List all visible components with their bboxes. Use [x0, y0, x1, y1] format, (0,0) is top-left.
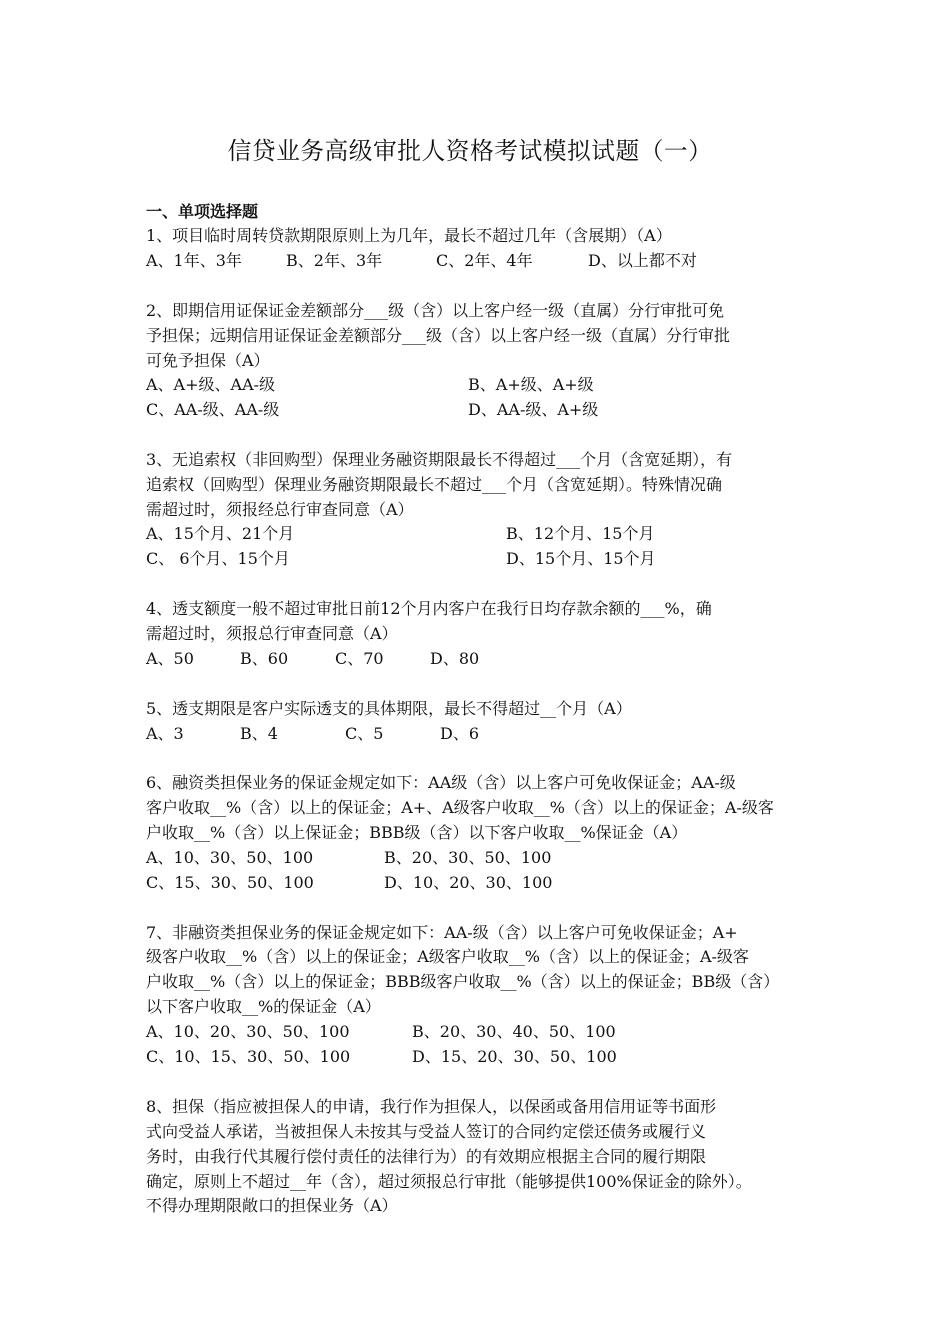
question-7-text-line-3: 户收取__%（含）以上的保证金；BBB级客户收取__%（含）以上的保证金；BB级（含）	[146, 972, 780, 991]
question-8-text-line-4: 确定，原则上不超过__年（含），超过须报总行审批（能够提供100%保证金的除外）。	[146, 1172, 752, 1191]
question-7-option-c: C、10、15、30、50、100	[146, 1047, 351, 1066]
question-6-text-line-1: 6、融资类担保业务的保证金规定如下：AA级（含）以上客户可免收保证金；AA-级	[146, 773, 736, 792]
question-5-option-a: A、3	[146, 724, 184, 743]
question-2-text-line-1: 2、即期信用证保证金差额部分___级（含）以上客户经一级（直属）分行审批可免	[146, 301, 725, 320]
question-8-text-line-1: 8、担保（指应被担保人的申请，我行作为担保人，以保函或备用信用证等书面形	[146, 1097, 717, 1116]
question-8-text-line-3: 务时，由我行代其履行偿付责任的法律行为）的有效期应根据主合同的履行期限	[146, 1147, 707, 1166]
question-4-option-b: B、60	[240, 649, 289, 668]
question-6-text-line-3: 户收取__%（含）以上保证金；BBB级（含）以下客户收取__%保证金（A）	[146, 823, 688, 842]
question-1-text: 1、项目临时周转贷款期限原则上为几年，最长不超过几年（含展期）（A）	[146, 226, 672, 245]
question-3-option-b: B、12个月、15个月	[506, 524, 655, 543]
question-7-text-line-2: 级客户收取__%（含）以上的保证金；A级客户收取__%（含）以上的保证金；A-级客	[146, 947, 749, 966]
question-2-text-line-3: 可免予担保（A）	[146, 351, 270, 370]
question-7-option-b: B、20、30、40、50、100	[412, 1022, 616, 1041]
question-4-text-line-2: 需超过时，须报总行审查同意（A）	[146, 624, 398, 643]
question-3-option-d: D、15个月、15个月	[506, 549, 656, 568]
question-7-text-line-1: 7、非融资类担保业务的保证金规定如下：AA-级（含）以上客户可免收保证金；A+	[146, 923, 738, 942]
question-5-text: 5、透支期限是客户实际透支的具体期限，最长不得超过__个月（A）	[146, 699, 632, 718]
question-1-option-c: C、2年、4年	[436, 251, 533, 270]
question-5-option-d: D、6	[440, 724, 480, 743]
question-6-text-line-2: 客户收取__%（含）以上的保证金；A+、A级客户收取__%（含）以上的保证金；A-级客	[146, 798, 774, 817]
question-2-option-c: C、AA-级、AA-级	[146, 400, 280, 419]
question-4-option-c: C、70	[335, 649, 384, 668]
question-5-option-c: C、5	[345, 724, 384, 743]
question-2-option-b: B、A+级、A+级	[468, 375, 594, 394]
question-4-option-a: A、50	[146, 649, 194, 668]
question-7-option-a: A、10、20、30、50、100	[146, 1022, 350, 1041]
question-3-text-line-2: 追索权（回购型）保理业务融资期限最长不超过___个月（含宽延期）。特殊情况确	[146, 475, 723, 494]
question-1-option-b: B、2年、3年	[286, 251, 383, 270]
question-1-option-d: D、以上都不对	[588, 251, 697, 270]
question-2-text-line-2: 予担保；远期信用证保证金差额部分___级（含）以上客户经一级（直属）分行审批	[146, 326, 731, 345]
question-1-option-a: A、1年、3年	[146, 251, 242, 270]
question-3-text-line-1: 3、无追索权（非回购型）保理业务融资期限最长不得超过___个月（含宽延期），有	[146, 450, 733, 469]
page-title: 信贷业务高级审批人资格考试模拟试题（一）	[227, 137, 713, 165]
question-6-option-c: C、15、30、50、100	[146, 873, 314, 892]
question-6-option-d: D、10、20、30、100	[384, 873, 553, 892]
question-7-option-d: D、15、20、30、50、100	[412, 1047, 617, 1066]
question-3-option-c: C、 6个月、15个月	[146, 549, 290, 568]
question-6-option-a: A、10、30、50、100	[146, 848, 314, 867]
question-3-option-a: A、15个月、21个月	[146, 524, 295, 543]
section-heading: 一、单项选择题	[146, 202, 259, 221]
question-6-option-b: B、20、30、50、100	[384, 848, 552, 867]
question-3-text-line-3: 需超过时，须报经总行审查同意（A）	[146, 500, 414, 519]
question-8-text-line-2: 式向受益人承诺，当被担保人未按其与受益人签订的合同约定偿还债务或履行义	[146, 1122, 707, 1141]
question-4-option-d: D、80	[430, 649, 480, 668]
question-5-option-b: B、4	[240, 724, 278, 743]
question-8-text-line-5: 不得办理期限敞口的担保业务（A）	[146, 1196, 398, 1215]
question-2-option-d: D、AA-级、A+级	[468, 400, 599, 419]
question-2-option-a: A、A+级、AA-级	[146, 375, 276, 394]
question-4-text-line-1: 4、透支额度一般不超过审批日前12个月内客户在我行日均存款余额的___%，确	[146, 599, 712, 618]
question-7-text-line-4: 以下客户收取__%的保证金（A）	[146, 997, 381, 1016]
